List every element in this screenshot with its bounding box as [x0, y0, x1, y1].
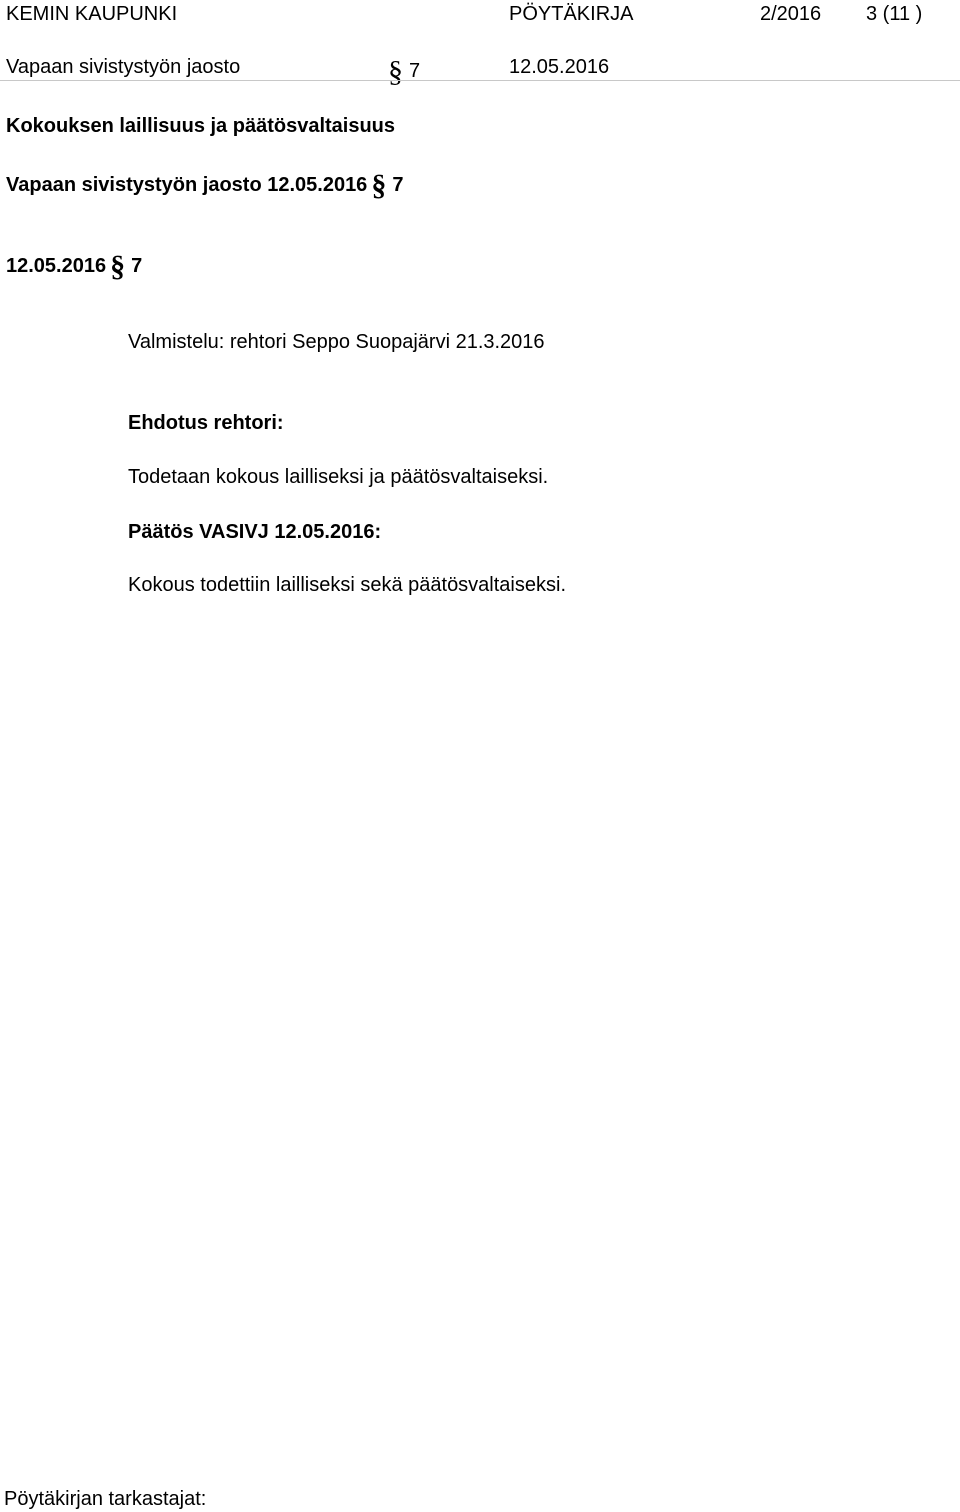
header-city: KEMIN KAUPUNKI — [6, 3, 178, 25]
header-page-number: 3 (11 ) — [866, 3, 923, 25]
preparation-line: Valmistelu: rehtori Seppo Suopajärvi 21.3.2016 — [128, 331, 545, 353]
header-section — [384, 57, 420, 87]
proposal-text: Todetaan kokous lailliseksi ja päätösvaltaiseksi. — [128, 466, 549, 488]
section-sign: § — [110, 250, 126, 283]
header-section-number: 7 — [409, 60, 421, 82]
agenda-title: Kokouksen laillisuus ja päätösvaltaisuus — [6, 115, 396, 137]
header-body-name: Vapaan sivistystyön jaosto — [6, 56, 241, 78]
proposal-heading: Ehdotus rehtori: — [128, 412, 284, 434]
agenda-reference-text: Vapaan sivistystyön jaosto 12.05.2016 — [6, 174, 368, 196]
agenda-reference-short — [6, 252, 142, 282]
agenda-reference-short-text: 12.05.2016 — [6, 255, 107, 277]
agenda-reference-number: 7 — [392, 174, 404, 196]
section-sign: § — [388, 55, 403, 88]
header-doc-number: 2/2016 — [760, 3, 822, 25]
agenda-reference-line — [6, 171, 403, 201]
decision-heading: Päätös VASIVJ 12.05.2016: — [128, 521, 382, 543]
agenda-reference-short-number: 7 — [131, 255, 143, 277]
reviewers-label: Pöytäkirjan tarkastajat: — [4, 1488, 207, 1510]
section-sign: § — [371, 169, 387, 202]
header-date: 12.05.2016 — [509, 56, 610, 78]
decision-text: Kokous todettiin lailliseksi sekä päätösvaltaiseksi. — [128, 574, 566, 596]
header-doc-type: PÖYTÄKIRJA — [509, 3, 634, 25]
header-divider — [0, 80, 960, 81]
